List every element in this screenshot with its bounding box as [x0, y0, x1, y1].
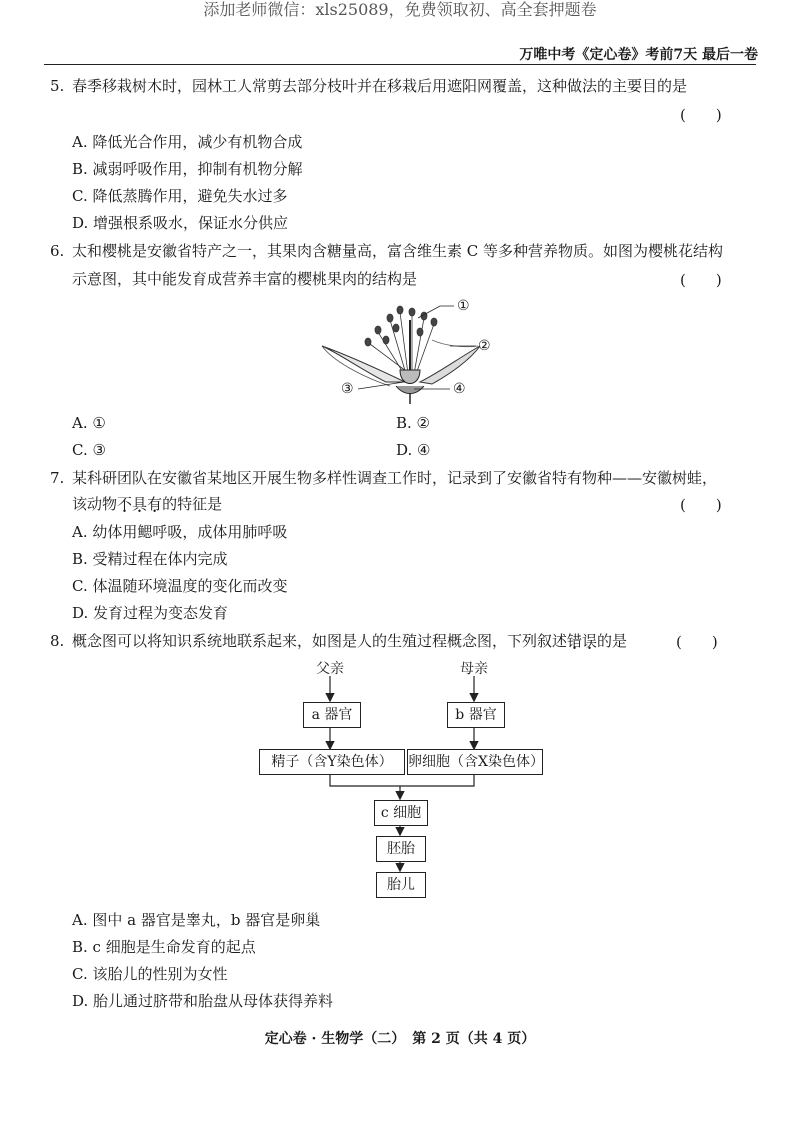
question-5-text: 春季移栽树木时，园林工人常剪去部分枝叶并在移栽后用遮阳网覆盖，这种做法的主要目的是 [72, 77, 688, 95]
question-5-number: 5. [50, 77, 65, 95]
question-8-text-a: 概念图可以将知识系统地联系起来，如图是人的生殖过程概念图，下列叙述 [72, 632, 568, 650]
question-7-text-2a: 该动物 [72, 495, 118, 513]
flower-label-2: ② [478, 338, 491, 354]
page-header-title: 万唯中考《定心卷》考前7天 最后一卷 [519, 47, 758, 63]
question-6-option-d: D. ④ [396, 441, 431, 459]
question-6-answer-blank: ( ) [680, 271, 722, 289]
question-6-option-a: A. ① [72, 414, 106, 432]
question-8-text-b: 的是 [597, 632, 628, 650]
question-5-option-a: A. 降低光合作用，减少有机物合成 [72, 133, 303, 151]
flower-label-3: ③ [341, 381, 354, 397]
question-8-number: 8. [50, 632, 65, 650]
question-6-stem-line-2: 示意图，其中能发育成营养丰富的樱桃果肉的结构是 [72, 270, 418, 288]
question-8-option-d: D. 胎儿通过脐带和胎盘从母体获得养料 [72, 992, 334, 1010]
question-7-option-c: C. 体温随环境温度的变化而改变 [72, 577, 288, 595]
question-7-text-2b: 的特征是 [162, 495, 223, 513]
fetus-box: 胎儿 [376, 872, 426, 898]
question-7-option-d: D. 发育过程为变态发育 [72, 604, 229, 622]
egg-box: 卵细胞（含X染色体） [407, 749, 543, 775]
question-5-answer-blank: ( ) [680, 106, 722, 124]
question-6-option-b: B. ② [396, 414, 431, 432]
flower-label-1: ① [457, 298, 470, 314]
question-7-option-b: B. 受精过程在体内完成 [72, 550, 228, 568]
question-7-text-1: 某科研团队在安徽省某地区开展生物多样性调查工作时，记录到了安徽省特有物种——安徽树蛙， [72, 469, 718, 487]
question-6-option-c: C. ③ [72, 441, 106, 459]
question-8-option-c: C. 该胎儿的性别为女性 [72, 965, 228, 983]
sperm-box: 精子（含Y染色体） [259, 749, 405, 775]
question-8-emphasis-1: 错 [567, 632, 583, 650]
watermark-text: 添加老师微信：xls25089，免费领取初、高全套押题卷 [203, 0, 597, 19]
question-7-emphasis-3: 有 [147, 495, 163, 513]
question-7-number: 7. [50, 469, 65, 487]
question-7-emphasis-2: 具 [132, 495, 148, 513]
embryo-box: 胚胎 [376, 836, 426, 862]
question-5-option-b: B. 减弱呼吸作用，抑制有机物分解 [72, 160, 303, 178]
question-6-text-1: 太和樱桃是安徽省特产之一，其果肉含糖量高，富含维生素 C 等多种营养物质。如图为樱桃花结构 [72, 242, 724, 260]
page-footer: 定心卷 · 生物学（二） 第 2 页（共 4 页） [264, 1031, 536, 1047]
question-6-number: 6. [50, 242, 65, 260]
mother-label: 母亲 [460, 661, 488, 677]
question-7-emphasis-1: 不 [117, 495, 133, 513]
c-cell-box: c 细胞 [374, 800, 428, 826]
a-organ-box: a 器官 [303, 702, 361, 728]
question-5-option-c: C. 降低蒸腾作用，避免失水过多 [72, 187, 288, 205]
b-organ-box: b 器官 [447, 702, 505, 728]
question-8-emphasis-2: 误 [582, 632, 598, 650]
question-8-answer-blank: ( ) [676, 633, 718, 651]
father-label: 父亲 [316, 661, 344, 677]
question-7-option-a: A. 幼体用鳃呼吸，成体用肺呼吸 [72, 523, 288, 541]
question-8-option-b: B. c 细胞是生命发育的起点 [72, 938, 256, 956]
question-5-option-d: D. 增强根系吸水，保证水分供应 [72, 214, 289, 232]
flower-label-4: ④ [453, 381, 466, 397]
question-7-answer-blank: ( ) [680, 496, 722, 514]
question-8-option-a: A. 图中 a 器官是睾丸，b 器官是卵巢 [72, 911, 321, 929]
